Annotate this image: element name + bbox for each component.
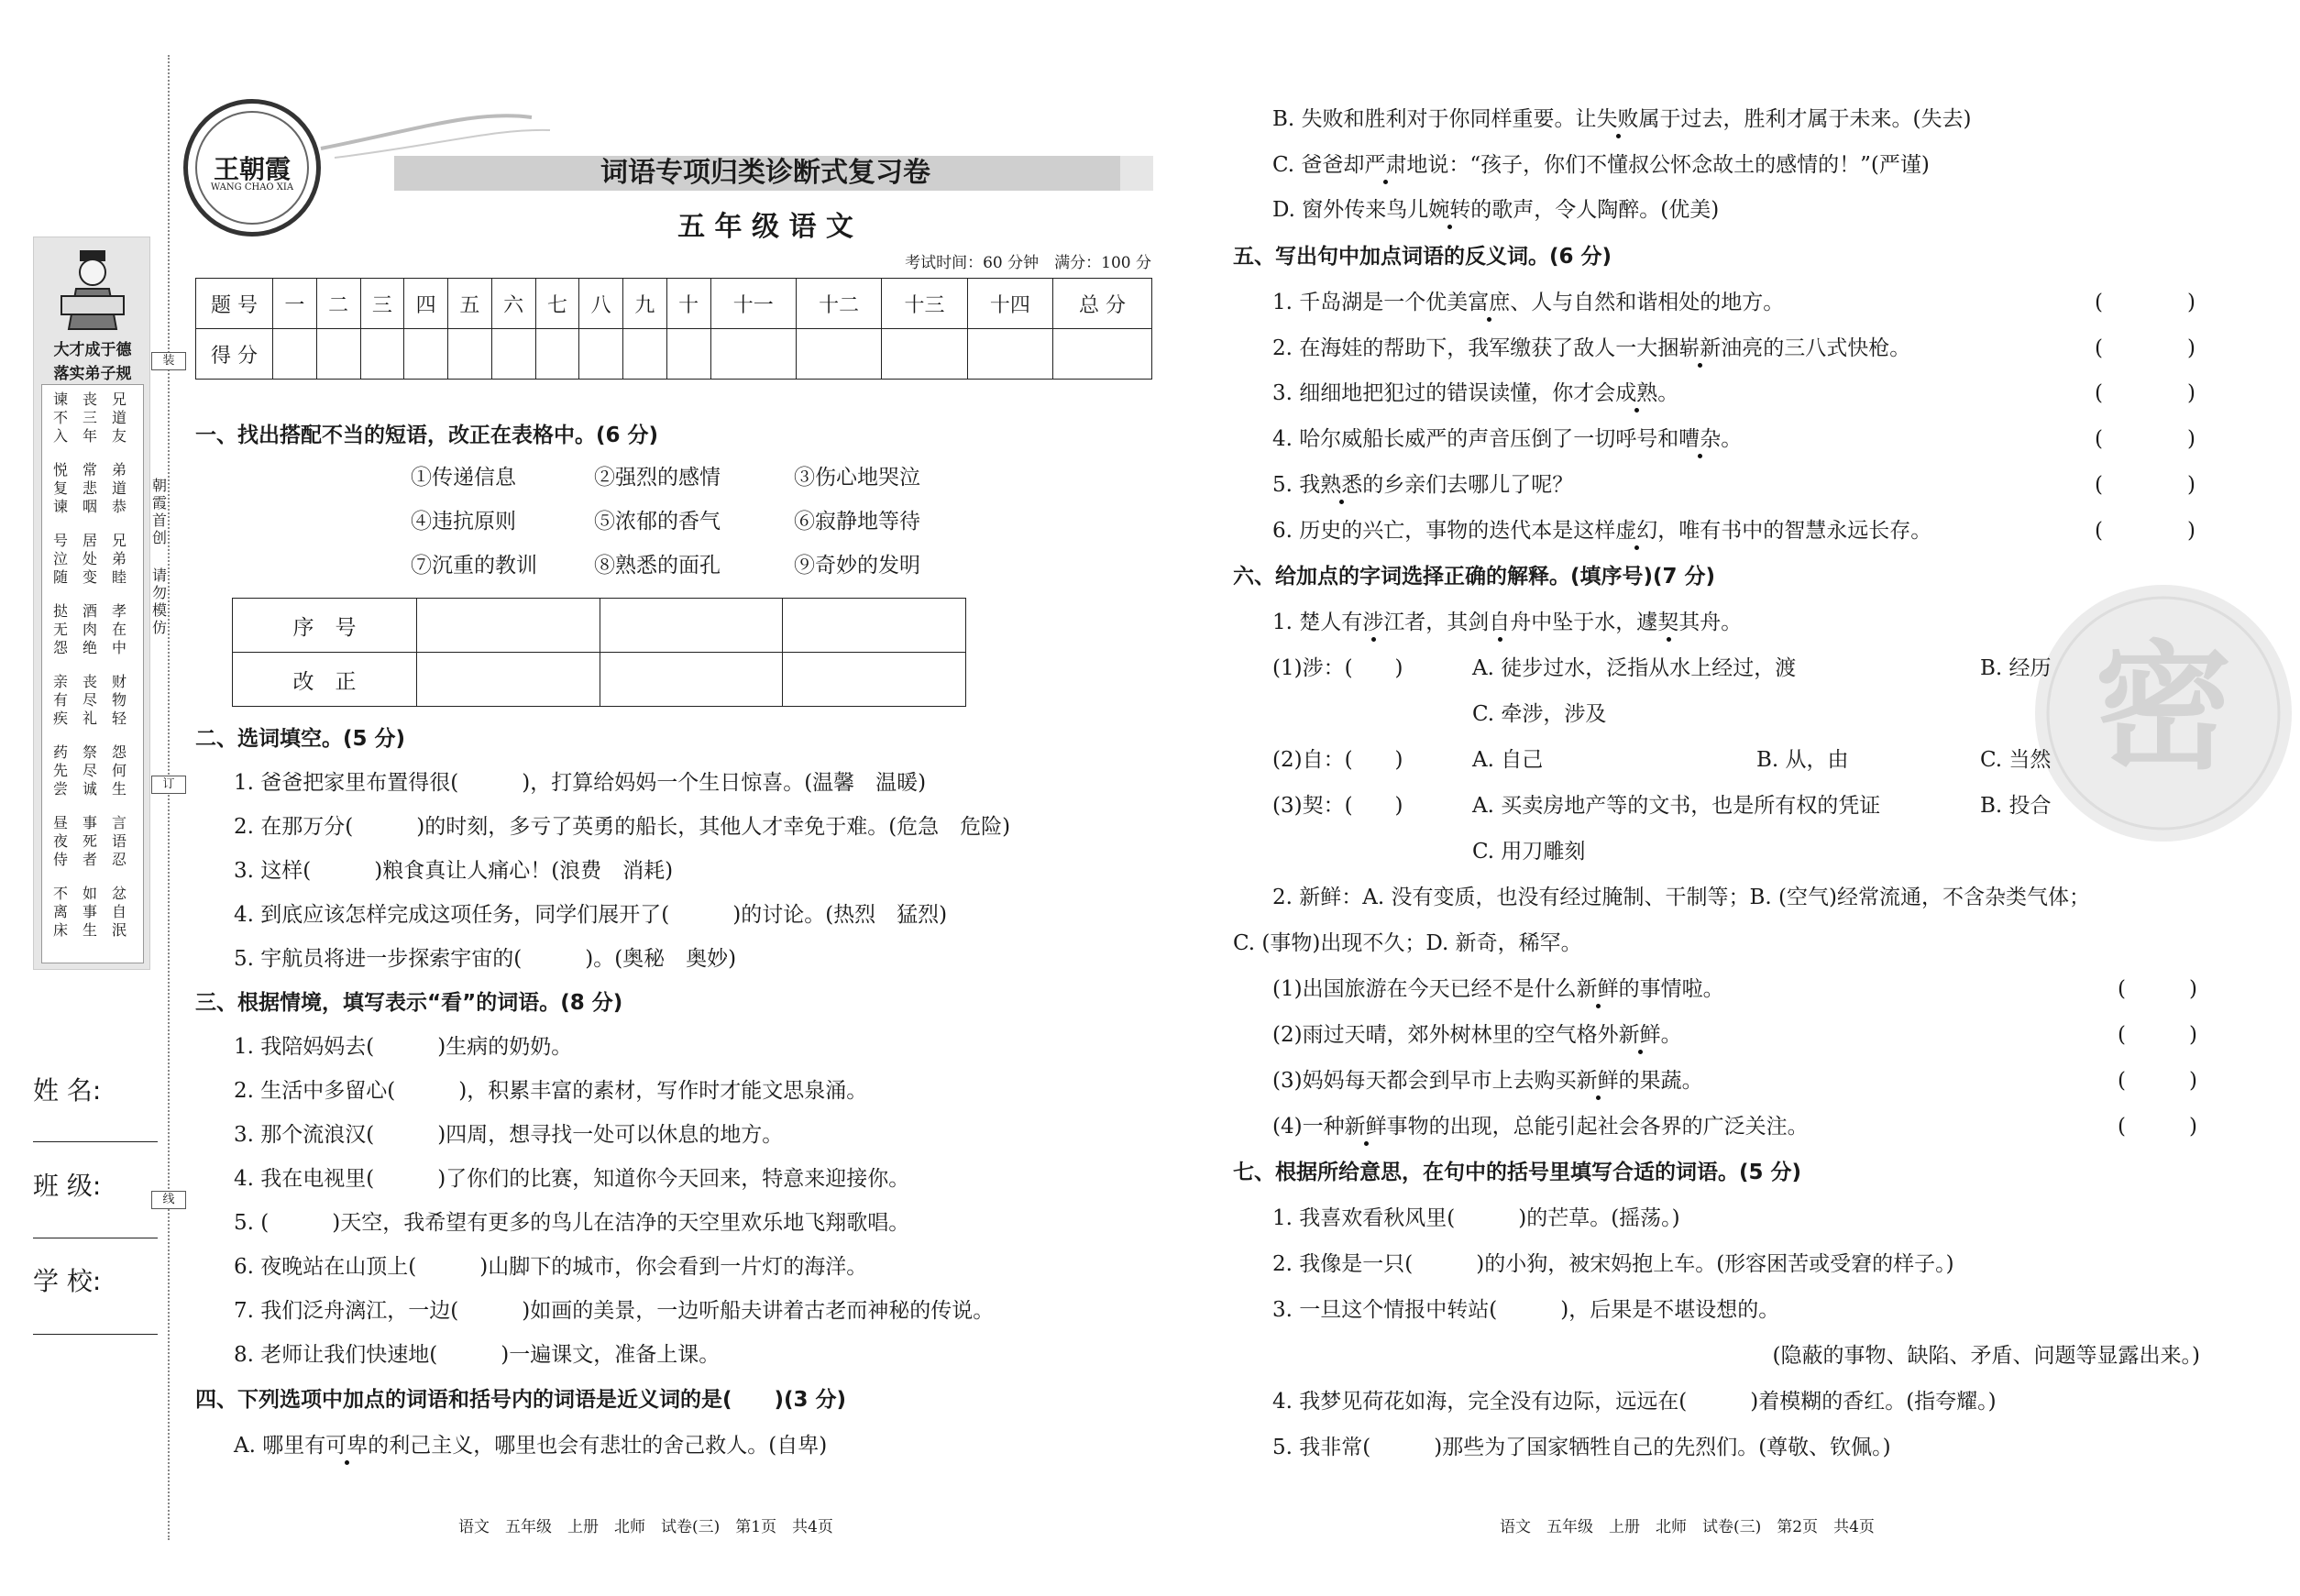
s5-item-2: 2. 在海娃的帮助下，我军缴获了敌人一大捆崭新油亮的三八式快枪。 (1272, 336, 1911, 360)
dotted-word: 新鲜 (1576, 977, 1619, 1001)
table-label-number: 序 号 (233, 599, 417, 653)
score-column-header: 六 (491, 279, 535, 329)
s6-q2-item-1: (1)出国旅游在今天已经不是什么新鲜的事情啦。 (1272, 977, 1724, 1001)
s4-option-d: D. 窗外传来鸟儿婉转的歌声，令人陶醉。(优美) (1272, 198, 1720, 222)
answer-cell[interactable] (417, 599, 600, 653)
score-row-label: 得 分 (196, 329, 273, 380)
score-cell[interactable] (448, 329, 492, 380)
footer-right: 语文 五年级 上册 北师 试卷(三) 第2页 共4页 (1500, 1518, 1875, 1536)
section1-heading: 一、找出搭配不当的短语，改正在表格中。(6 分) (195, 424, 659, 447)
score-column-header: 十 (666, 279, 710, 329)
exam-info: 考试时间：60 分钟 满分：100 分 (905, 254, 1151, 272)
score-column-header: 总 分 (1053, 279, 1152, 329)
brand-en: WANG CHAO XIA (210, 182, 294, 193)
score-cell[interactable] (491, 329, 535, 380)
side-note-1: 朝霞首创 (152, 477, 168, 546)
seal-zhuang: 装 (151, 352, 186, 370)
motto-1: 大才成于德 (53, 341, 132, 359)
section3-heading: 三、根据情境，填写表示“看”的词语。(8 分) (195, 991, 623, 1015)
score-cell[interactable] (360, 329, 404, 380)
s4-option-c: C. 爸爸却严肃地说：“孩子，你们不懂叔公怀念故土的感情的！”(严谨) (1272, 153, 1930, 177)
binding-line (168, 55, 170, 1540)
poem-verse: 祭尽诚 (82, 743, 97, 798)
s7-item-3: 3. 一旦这个情报中转站( )，后果是不堪设想的。 (1272, 1298, 1780, 1322)
s5-item-6: 6. 历史的兴亡，事物的迭代本是这样虚幻，唯有书中的智慧永远长存。 (1272, 519, 1932, 543)
poem-verse: 常悲咽 (82, 461, 97, 515)
answer-cell[interactable] (783, 599, 966, 653)
score-column-header: 一 (273, 279, 317, 329)
poem-verse: 如事生 (82, 885, 97, 939)
score-value-row (196, 329, 1152, 380)
poem-verse: 财物轻 (111, 673, 127, 727)
s5-answer-1[interactable]: ( ) (2095, 291, 2195, 314)
score-cell[interactable] (796, 329, 881, 380)
score-column-header: 五 (448, 279, 492, 329)
s5-item-1: 1. 千岛湖是一个优美富庶、人与自然和谐相处的地方。 (1272, 291, 1785, 314)
s3-item-4: 4. 我在电视里( )了你们的比赛，知道你今天回来，特意来迎接你。 (234, 1167, 910, 1191)
s6-q2-line2: C. (事物)出现不久；D. 新奇，稀罕。 (1233, 931, 1582, 955)
poem-verse: 孝在中 (111, 602, 127, 656)
s6-answer-2[interactable]: ( ) (2118, 1023, 2197, 1047)
poem-verse: 丧尽礼 (82, 673, 97, 727)
score-table (195, 278, 1152, 380)
motto-2: 落实弟子规 (53, 365, 132, 383)
answer-cell[interactable] (600, 599, 783, 653)
footer-left: 语文 五年级 上册 北师 试卷(三) 第1页 共4页 (458, 1518, 833, 1536)
page-title: 词语专项归类诊断式复习卷 (600, 157, 930, 189)
dotted-word: 严肃 (1364, 153, 1407, 177)
motto-panel (33, 237, 150, 970)
dotted-word: 新鲜 (1576, 1069, 1619, 1093)
score-column-header: 四 (404, 279, 448, 329)
s7-item-2: 2. 我像是一只( )的小狗，被宋妈抱上车。(形容困苦或受窘的样子。) (1272, 1252, 1954, 1276)
poem-verse: 兄道友 (111, 391, 127, 445)
s5-answer-2[interactable]: ( ) (2095, 336, 2195, 360)
s5-answer-4[interactable]: ( ) (2095, 427, 2195, 451)
poem-verse: 谏不入 (52, 391, 68, 445)
poem-verse: 事死者 (82, 814, 97, 868)
seal-xian: 线 (151, 1191, 186, 1209)
s5-item-4: 4. 哈尔威船长威严的声音压倒了一切呼号和嘈杂。 (1272, 427, 1743, 451)
s2-item-2: 2. 在那万分( )的时刻，多亏了英勇的船长，其他人才幸免于难。(危急 危险) (234, 815, 1011, 839)
dotted-word: 新鲜 (1344, 1115, 1387, 1139)
dotted-word: 成熟 (1615, 381, 1658, 405)
score-column-header: 十一 (710, 279, 796, 329)
dotted-word: 富庶 (1468, 291, 1511, 314)
section7-heading: 七、根据所给意思，在句中的括号里填写合适的词语。(5 分) (1233, 1161, 1802, 1184)
poem-verse: 不离床 (52, 885, 68, 939)
s2-item-5: 5. 宇航员将进一步探索宇宙的( )。(奥秘 奥妙) (234, 947, 737, 971)
s6-answer-4[interactable]: ( ) (2118, 1115, 2197, 1139)
score-header-row (196, 279, 1152, 329)
s6-q2-item-4: (4)一种新鲜事物的出现，总能引起社会各界的广泛关注。 (1272, 1115, 1809, 1139)
poem-box (41, 384, 144, 963)
subtitle: 五 年 级 语 文 (677, 211, 853, 243)
confidential-watermark (2026, 576, 2300, 851)
poem-verse: 酒肉绝 (82, 602, 97, 656)
poem-columns (48, 391, 139, 959)
dotted-word: 虚幻 (1615, 519, 1658, 543)
s6-q1: 1. 楚人有涉江者，其剑自舟中坠于水，遽契其舟。 (1272, 611, 1743, 634)
s3-item-1: 1. 我陪妈妈去( )生病的奶奶。 (234, 1035, 573, 1059)
score-column-header: 十二 (796, 279, 881, 329)
section5-heading: 五、写出句中加点词语的反义词。(6 分) (1233, 245, 1612, 269)
dotted-word: 失败 (1596, 107, 1639, 131)
poem-verse: 昼夜侍 (52, 814, 68, 868)
score-column-header: 三 (360, 279, 404, 329)
s5-answer-6[interactable]: ( ) (2095, 519, 2195, 543)
correction-table (232, 598, 966, 707)
poem-verse: 怨何生 (111, 743, 127, 798)
answer-cell[interactable] (417, 653, 600, 707)
score-cell[interactable] (535, 329, 579, 380)
score-cell[interactable] (710, 329, 796, 380)
s5-answer-3[interactable]: ( ) (2095, 381, 2195, 405)
s6-q2-item-3: (3)妈妈每天都会到早市上去购买新鲜的果蔬。 (1272, 1069, 1703, 1093)
s5-item-5: 5. 我熟悉的乡亲们去哪儿了呢？ (1272, 473, 1574, 497)
s6-answer-1[interactable]: ( ) (2118, 977, 2197, 1001)
s3-item-5: 5. ( )天空，我希望有更多的鸟儿在洁净的天空里欢乐地飞翔歌唱。 (234, 1211, 910, 1235)
s3-item-6: 6. 夜晚站在山顶上( )山脚下的城市，你会看到一片灯的海洋。 (234, 1255, 868, 1279)
section2-heading: 二、选词填空。(5 分) (195, 727, 406, 751)
score-column-header: 二 (316, 279, 360, 329)
table-label-fix: 改 正 (233, 653, 417, 707)
s7-item-1: 1. 我喜欢看秋风里( )的芒草。(摇荡。) (1272, 1206, 1680, 1230)
brand-logo (183, 99, 321, 237)
dotted-word: 熟悉 (1320, 473, 1363, 497)
poem-verse: 居处变 (82, 532, 97, 586)
score-cell[interactable] (967, 329, 1052, 380)
brand-name: 王朝霞 (213, 154, 291, 184)
section6-heading: 六、给加点的字词选择正确的解释。(填序号)(7 分) (1233, 565, 1716, 589)
dotted-word: 可卑 (325, 1434, 369, 1458)
poem-verse: 丧三年 (82, 391, 97, 445)
s6-q2-item-2: (2)雨过天晴，郊外树林里的空气格外新鲜。 (1272, 1023, 1682, 1047)
score-cell[interactable] (579, 329, 623, 380)
score-column-header: 九 (623, 279, 667, 329)
side-note-2: 请勿模仿 (152, 567, 168, 636)
s5-item-3: 3. 细细地把犯过的错误读懂，你才会成熟。 (1272, 381, 1679, 405)
name-label: 姓 名: (33, 1075, 102, 1106)
poem-verse: 弟道恭 (111, 461, 127, 515)
s3-item-8: 8. 老师让我们快速地( )一遍课文，准备上课。 (234, 1343, 721, 1367)
dotted-word: 崭新 (1678, 336, 1722, 360)
score-column-header: 十四 (967, 279, 1052, 329)
score-cell[interactable] (316, 329, 360, 380)
s6-sub-3-c: C. 用刀雕刻 (1472, 840, 1586, 864)
s2-item-3: 3. 这样( )粮食真让人痛心！(浪费 消耗) (234, 859, 674, 883)
score-cell[interactable] (666, 329, 710, 380)
section4-heading: 四、下列选项中加点的词语和括号内的词语是近义词的是( )(3 分) (195, 1388, 847, 1412)
seal-ding: 订 (151, 776, 186, 794)
school-label: 学 校: (33, 1266, 102, 1296)
score-cell[interactable] (273, 329, 317, 380)
dotted-word: 契 (1657, 611, 1679, 634)
score-column-header: 十三 (882, 279, 967, 329)
score-cell[interactable] (404, 329, 448, 380)
dotted-word: 涉 (1362, 611, 1384, 634)
s3-item-2: 2. 生活中多留心( )，积累丰富的素材，写作时才能文思泉涌。 (234, 1079, 868, 1103)
score-row-label: 题 号 (196, 279, 273, 329)
answer-cell[interactable] (600, 653, 783, 707)
s7-item-3-note: (隐蔽的事物、缺陷、矛盾、问题等显露出来。) (1772, 1344, 2200, 1368)
name-input[interactable] (33, 1141, 158, 1142)
score-cell[interactable] (882, 329, 967, 380)
s4-option-a: A. 哪里有可卑的利己主义，哪里也会有悲壮的舍己救人。(自卑) (234, 1434, 828, 1458)
poem-verse: 忿自泯 (111, 885, 127, 939)
s4-option-b: B. 失败和胜利对于你同样重要。让失败属于过去，胜利才属于未来。(失去) (1272, 107, 1972, 131)
dotted-word: 嘈杂 (1678, 427, 1722, 451)
s3-item-3: 3. 那个流浪汉( )四周，想寻找一处可以休息的地方。 (234, 1123, 784, 1147)
score-cell[interactable] (1053, 329, 1152, 380)
score-column-header: 八 (579, 279, 623, 329)
s2-item-1: 1. 爸爸把家里布置得很( )，打算给妈妈一个生日惊喜。(温馨 温暖) (234, 771, 927, 795)
dotted-word: 婉转 (1428, 198, 1471, 222)
poem-verse: 兄弟睦 (111, 532, 127, 586)
score-column-header: 七 (535, 279, 579, 329)
poem-verse: 亲有疾 (52, 673, 68, 727)
dotted-word: 自 (1489, 611, 1511, 634)
poem-verse: 药先尝 (52, 743, 68, 798)
poem-verse: 言语忍 (111, 814, 127, 868)
poem-verse: 挞无怨 (52, 602, 68, 656)
dotted-word: 新鲜 (1618, 1023, 1661, 1047)
poem-verse: 号泣随 (52, 532, 68, 586)
s6-answer-3[interactable]: ( ) (2118, 1069, 2197, 1093)
scholar-icon (56, 245, 129, 333)
poem-verse: 悦复谏 (52, 461, 68, 515)
answer-cell[interactable] (783, 653, 966, 707)
s6-sub-1-c: C. 牵涉，涉及 (1472, 702, 1607, 726)
class-label: 班 级: (33, 1171, 102, 1201)
s7-item-4: 4. 我梦见荷花如海，完全没有边际，远远在( )着模糊的香红。(指夸耀。) (1272, 1390, 1997, 1414)
svg-text:密: 密 (2094, 629, 2233, 788)
score-cell[interactable] (623, 329, 667, 380)
s7-item-5: 5. 我非常( )那些为了国家牺牲自己的先烈们。(尊敬、钦佩。) (1272, 1436, 1891, 1459)
school-input[interactable] (33, 1334, 158, 1335)
s5-answer-5[interactable]: ( ) (2095, 473, 2195, 497)
s2-item-4: 4. 到底应该怎样完成这项任务，同学们展开了( )的讨论。(热烈 猛烈) (234, 903, 948, 927)
s6-q2-line1: 2. 新鲜：A. 没有变质，也没有经过腌制、干制等；B. (空气)经常流通，不含杂类气体； (1272, 886, 2090, 909)
s3-item-7: 7. 我们泛舟漓江，一边( )如画的美景，一边听船夫讲着古老而神秘的传说。 (234, 1299, 995, 1323)
